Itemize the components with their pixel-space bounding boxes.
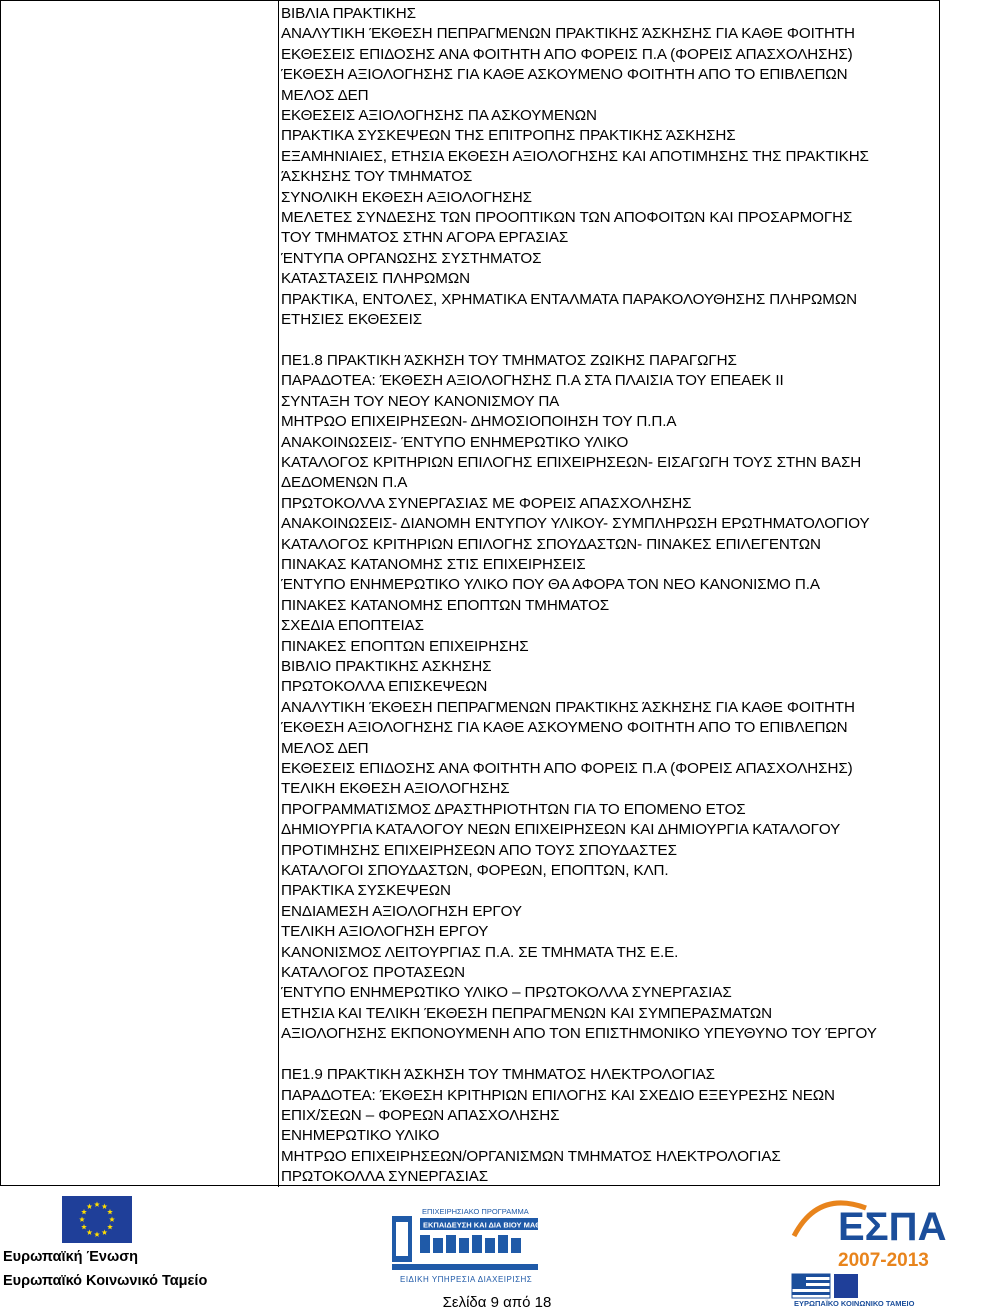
document-line: ΕΚΘΕΣΕΙΣ ΕΠΙΔΟΣΗΣ ΑΝΑ ΦΟΙΤΗΤΗ ΑΠΟ ΦΟΡΕΙΣ Π.Α (ΦΟΡΕΙΣ ΑΠΑΣΧΟΛΗΣΗΣ) (281, 45, 853, 63)
espa-years: 2007-2013 (838, 1250, 929, 1271)
document-line: ΠΡΩΤΟΚΟΛΛΑ ΣΥΝΕΡΓΑΣΙΑΣ (281, 1168, 489, 1186)
document-line: ΕΚΘΕΣΕΙΣ ΑΞΙΟΛΟΓΗΣΗΣ ΠΑ ΑΣΚΟΥΜΕΝΩΝ (281, 107, 597, 125)
document-line: ΔΕΔΟΜΕΝΩΝ Π.Α (281, 474, 408, 492)
ep-logo-line-2: ΕΚΠΑΙΔΕΥΣΗ ΚΑΙ ΔΙΑ ΒΙΟΥ ΜΑΘΗΣΗ (423, 1220, 557, 1230)
document-line: ΒΙΒΛΙΟ ΠΡΑΚΤΙΚΗΣ ΑΣΚΗΣΗΣ (281, 657, 492, 675)
document-line: ΚΑΝΟΝΙΣΜΟΣ ΛΕΙΤΟΥΡΓΙΑΣ Π.Α. ΣΕ ΤΜΗΜΑΤΑ ΤΗΣ Ε.Ε. (281, 943, 679, 961)
ep-education-logo (390, 1202, 557, 1287)
document-line: ΣΧΕΔΙΑ ΕΠΟΠΤΕΙΑΣ (281, 617, 424, 635)
document-line: ΠΡΟΤΙΜΗΣΗΣ ΕΠΙΧΕΙΡΗΣΕΩΝ ΑΠΟ ΤΟΥΣ ΣΠΟΥΔΑΣΤΕΣ (281, 841, 677, 859)
document-line: ΜΕΛΟΣ ΔΕΠ (281, 739, 369, 757)
document-line: ΚΑΤΑΛΟΓΟΣ ΠΡΟΤΑΣΕΩΝ (281, 964, 465, 982)
document-line: ΕΞΑΜΗΝΙΑΙΕΣ, ΕΤΗΣΙΑ ΕΚΘΕΣΗ ΑΞΙΟΛΟΓΗΣΗΣ ΚΑΙ ΑΠΟΤΙΜΗΣΗΣ ΤΗΣ ΠΡΑΚΤΙΚΗΣ (281, 147, 869, 165)
ep-logo-line-1: ΕΠΙΧΕΙΡΗΣΙΑΚΟ ΠΡΟΓΡΑΜΜΑ (422, 1207, 529, 1216)
page-number: Σελίδα 9 από 18 (442, 1294, 552, 1311)
document-line: ΚΑΤΑΛΟΓΟΙ ΣΠΟΥΔΑΣΤΩΝ, ΦΟΡΕΩΝ, ΕΠΟΠΤΩΝ, ΚΛΠ. (281, 862, 669, 880)
document-line: ΕΤΗΣΙΕΣ ΕΚΘΕΣΕΙΣ (281, 311, 422, 329)
document-body (281, 4, 961, 1188)
document-line: ΕΤΗΣΙΑ ΚΑΙ ΤΕΛΙΚΗ ΈΚΘΕΣΗ ΠΕΠΡΑΓΜΕΝΩΝ ΚΑΙ ΣΥΜΠΕΡΑΣΜΑΤΩΝ (281, 1004, 773, 1022)
document-line: ΕΠΙΧ/ΣΕΩΝ – ΦΟΡΕΩΝ ΑΠΑΣΧΟΛΗΣΗΣ (281, 1106, 560, 1124)
document-line: ΚΑΤΑΛΟΓΟΣ ΚΡΙΤΗΡΙΩΝ ΕΠΙΛΟΓΗΣ ΕΠΙΧΕΙΡΗΣΕΩΝ- ΕΙΣΑΓΩΓΗ ΤΟΥΣ ΣΤΗΝ ΒΑΣΗ (281, 453, 862, 471)
document-line: ΚΑΤΑΣΤΑΣΕΙΣ ΠΛΗΡΩΜΩΝ (281, 270, 470, 288)
document-line: ΠΡΩΤΟΚΟΛΛΑ ΕΠΙΣΚΕΨΕΩΝ (281, 678, 488, 696)
left-empty-column (1, 1, 279, 1187)
document-line: ΠΡΑΚΤΙΚΑ, ΕΝΤΟΛΕΣ, ΧΡΗΜΑΤΙΚΑ ΕΝΤΑΛΜΑΤΑ ΠΑΡΑΚΟΛΟΥΘΗΣΗΣ ΠΛΗΡΩΜΩΝ (281, 290, 857, 308)
page-footer (0, 1192, 960, 1313)
document-line: ΠΙΝΑΚΕΣ ΕΠΟΠΤΩΝ ΕΠΙΧΕΙΡΗΣΗΣ (281, 637, 529, 655)
document-line: ΑΝΑΛΥΤΙΚΗ ΈΚΘΕΣΗ ΠΕΠΡΑΓΜΕΝΩΝ ΠΡΑΚΤΙΚΗΣ ΆΣΚΗΣΗΣ ΓΙΑ ΚΑΘΕ ΦΟΙΤΗΤΗ (281, 25, 855, 43)
document-line: ΈΝΤΥΠΟ ΕΝΗΜΕΡΩΤΙΚΟ ΥΛΙΚΟ ΠΟΥ ΘΑ ΑΦΟΡΑ ΤΟΝ ΝΕΟ ΚΑΝΟΝΙΣΜΟ Π.Α (281, 576, 820, 594)
document-line: ΠΑΡΑΔΟΤΕΑ: ΈΚΘΕΣΗ ΑΞΙΟΛΟΓΗΣΗΣ Π.Α ΣΤΑ ΠΛΑΙΣΙΑ ΤΟΥ ΕΠΕΑΕΚ ΙΙ (281, 372, 784, 390)
document-line: ΠΑΡΑΔΟΤΕΑ: ΈΚΘΕΣΗ ΚΡΙΤΗΡΙΩΝ ΕΠΙΛΟΓΗΣ ΚΑΙ ΣΧΕΔΙΟ ΕΞΕΥΡΕΣΗΣ ΝΕΩΝ (281, 1086, 835, 1104)
document-line: ΈΚΘΕΣΗ ΑΞΙΟΛΟΓΗΣΗΣ ΓΙΑ ΚΑΘΕ ΑΣΚΟΥΜΕΝΟ ΦΟΙΤΗΤΗ ΑΠΟ ΤΟ ΕΠΙΒΛΕΠΩΝ (281, 719, 848, 737)
espa-tag: ΕΥΡΩΠΑΪΚΟ ΚΟΙΝΩΝΙΚΟ ΤΑΜΕΙΟ (794, 1299, 915, 1308)
document-line: ΤΟΥ ΤΜΗΜΑΤΟΣ ΣΤΗΝ ΑΓΟΡΑ ΕΡΓΑΣΙΑΣ (281, 229, 569, 247)
document-line: ΜΗΤΡΩΟ ΕΠΙΧΕΙΡΗΣΕΩΝ/ΟΡΓΑΝΙΣΜΩΝ ΤΜΗΜΑΤΟΣ ΗΛΕΚΤΡΟΛΟΓΙΑΣ (281, 1147, 781, 1165)
document-line: ΜΗΤΡΩΟ ΕΠΙΧΕΙΡΗΣΕΩΝ- ΔΗΜΟΣΙΟΠΟΙΗΣΗ ΤΟΥ Π.Π.Α (281, 413, 677, 431)
document-line: ΈΚΘΕΣΗ ΑΞΙΟΛΟΓΗΣΗΣ ΓΙΑ ΚΑΘΕ ΑΣΚΟΥΜΕΝΟ ΦΟΙΤΗΤΗ ΑΠΟ ΤΟ ΕΠΙΒΛΕΠΩΝ (281, 66, 848, 84)
document-line: ΣΥΝΤΑΞΗ ΤΟΥ ΝΕΟΥ ΚΑΝΟΝΙΣΜΟΥ ΠΑ (281, 392, 560, 410)
document-line: ΈΝΤΥΠΑ ΟΡΓΑΝΩΣΗΣ ΣΥΣΤΗΜΑΤΟΣ (281, 249, 542, 267)
document-line: ΑΝΑΚΟΙΝΩΣΕΙΣ- ΈΝΤΥΠΟ ΕΝΗΜΕΡΩΤΙΚΟ ΥΛΙΚΟ (281, 433, 629, 451)
document-line: ΠΡΑΚΤΙΚΑ ΣΥΣΚΕΨΕΩΝ ΤΗΣ ΕΠΙΤΡΟΠΗΣ ΠΡΑΚΤΙΚΗΣ ΆΣΚΗΣΗΣ (281, 127, 736, 145)
document-line: ΠΕ1.8 ΠΡΑΚΤΙΚΗ ΆΣΚΗΣΗ ΤΟΥ ΤΜΗΜΑΤΟΣ ΖΩΙΚΗΣ ΠΑΡΑΓΩΓΗΣ (281, 351, 737, 369)
document-line: ΒΙΒΛΙΑ ΠΡΑΚΤΙΚΗΣ (281, 5, 416, 22)
ep-logo-line-3: ΕΙΔΙΚΗ ΥΠΗΡΕΣΙΑ ΔΙΑΧΕΙΡΙΣΗΣ (400, 1275, 533, 1284)
document-line: ΕΚΘΕΣΕΙΣ ΕΠΙΔΟΣΗΣ ΑΝΑ ΦΟΙΤΗΤΗ ΑΠΟ ΦΟΡΕΙΣ Π.Α (ΦΟΡΕΙΣ ΑΠΑΣΧΟΛΗΣΗΣ) (281, 760, 853, 778)
espa-title: ΕΣΠΑ (838, 1205, 947, 1249)
document-line: ΜΕΛΕΤΕΣ ΣΥΝΔΕΣΗΣ ΤΩΝ ΠΡΟΟΠΤΙΚΩΝ ΤΩΝ ΑΠΟΦΟΙΤΩΝ ΚΑΙ ΠΡΟΣΑΡΜΟΓΗΣ (281, 209, 853, 227)
blank-line (281, 331, 961, 351)
espa-logo (788, 1196, 948, 1308)
document-line: ΣΥΝΟΛΙΚΗ ΕΚΘΕΣΗ ΑΞΙΟΛΟΓΗΣΗΣ (281, 188, 532, 206)
document-line: ΤΕΛΙΚΗ ΑΞΙΟΛΟΓΗΣΗ ΕΡΓΟΥ (281, 923, 489, 941)
document-line: ΠΙΝΑΚΕΣ ΚΑΤΑΝΟΜΗΣ ΕΠΟΠΤΩΝ ΤΜΗΜΑΤΟΣ (281, 596, 610, 614)
document-line: ΠΡΑΚΤΙΚΑ ΣΥΣΚΕΨΕΩΝ (281, 882, 451, 900)
document-line: ΚΑΤΑΛΟΓΟΣ ΚΡΙΤΗΡΙΩΝ ΕΠΙΛΟΓΗΣ ΣΠΟΥΔΑΣΤΩΝ- ΠΙΝΑΚΕΣ ΕΠΙΛΕΓΕΝΤΩΝ (281, 535, 821, 553)
eu-union-label: Ευρωπαϊκή Ένωση (3, 1249, 138, 1265)
document-line: ΑΝΑΛΥΤΙΚΗ ΈΚΘΕΣΗ ΠΕΠΡΑΓΜΕΝΩΝ ΠΡΑΚΤΙΚΗΣ ΆΣΚΗΣΗΣ ΓΙΑ ΚΑΘΕ ΦΟΙΤΗΤΗ (281, 698, 855, 716)
eu-flag-icon (62, 1196, 132, 1243)
document-line: ΠΡΩΤΟΚΟΛΛΑ ΣΥΝΕΡΓΑΣΙΑΣ ΜΕ ΦΟΡΕΙΣ ΑΠΑΣΧΟΛΗΣΗΣ (281, 494, 692, 512)
document-line: ΈΝΤΥΠΟ ΕΝΗΜΕΡΩΤΙΚΟ ΥΛΙΚΟ – ΠΡΩΤΟΚΟΛΛΑ ΣΥΝΕΡΓΑΣΙΑΣ (281, 984, 732, 1002)
document-line: ΔΗΜΙΟΥΡΓΙΑ ΚΑΤΑΛΟΓΟΥ ΝΕΩΝ ΕΠΙΧΕΙΡΗΣΕΩΝ ΚΑΙ ΔΗΜΙΟΥΡΓΙΑ ΚΑΤΑΛΟΓΟΥ (281, 821, 841, 839)
document-line: ΕΝΗΜΕΡΩΤΙΚΟ ΥΛΙΚΟ (281, 1127, 440, 1145)
document-line: ΕΝΔΙΑΜΕΣΗ ΑΞΙΟΛΟΓΗΣΗ ΕΡΓΟΥ (281, 902, 522, 920)
document-line: ΤΕΛΙΚΗ ΕΚΘΕΣΗ ΑΞΙΟΛΟΓΗΣΗΣ (281, 780, 510, 798)
eu-fund-label: Ευρωπαϊκό Κοινωνικό Ταμείο (3, 1273, 208, 1289)
document-line: ΠΙΝΑΚΑΣ ΚΑΤΑΝΟΜΗΣ ΣΤΙΣ ΕΠΙΧΕΙΡΗΣΕΙΣ (281, 555, 586, 573)
document-line: ΜΕΛΟΣ ΔΕΠ (281, 86, 369, 104)
document-line: ΆΣΚΗΣΗΣ ΤΟΥ ΤΜΗΜΑΤΟΣ (281, 168, 473, 186)
document-line: ΑΞΙΟΛΟΓΗΣΗΣ ΕΚΠΟΝΟΥΜΕΝΗ ΑΠΟ ΤΟΝ ΕΠΙΣΤΗΜΟΝΙΚΟ ΥΠΕΥΘΥΝΟ ΤΟΥ ΈΡΓΟΥ (281, 1025, 877, 1043)
document-line: ΠΕ1.9 ΠΡΑΚΤΙΚΗ ΆΣΚΗΣΗ ΤΟΥ ΤΜΗΜΑΤΟΣ ΗΛΕΚΤΡΟΛΟΓΙΑΣ (281, 1066, 715, 1084)
document-line: ΠΡΟΓΡΑΜΜΑΤΙΣΜΟΣ ΔΡΑΣΤΗΡΙΟΤΗΤΩΝ ΓΙΑ ΤΟ ΕΠΟΜΕΝΟ ΕΤΟΣ (281, 800, 746, 818)
document-line: ΑΝΑΚΟΙΝΩΣΕΙΣ- ΔΙΑΝΟΜΗ ΕΝΤΥΠΟΥ ΥΛΙΚΟΥ- ΣΥΜΠΛΗΡΩΣΗ ΕΡΩΤΗΜΑΤΟΛΟΓΙΟΥ (281, 515, 870, 533)
blank-line (281, 1045, 961, 1065)
